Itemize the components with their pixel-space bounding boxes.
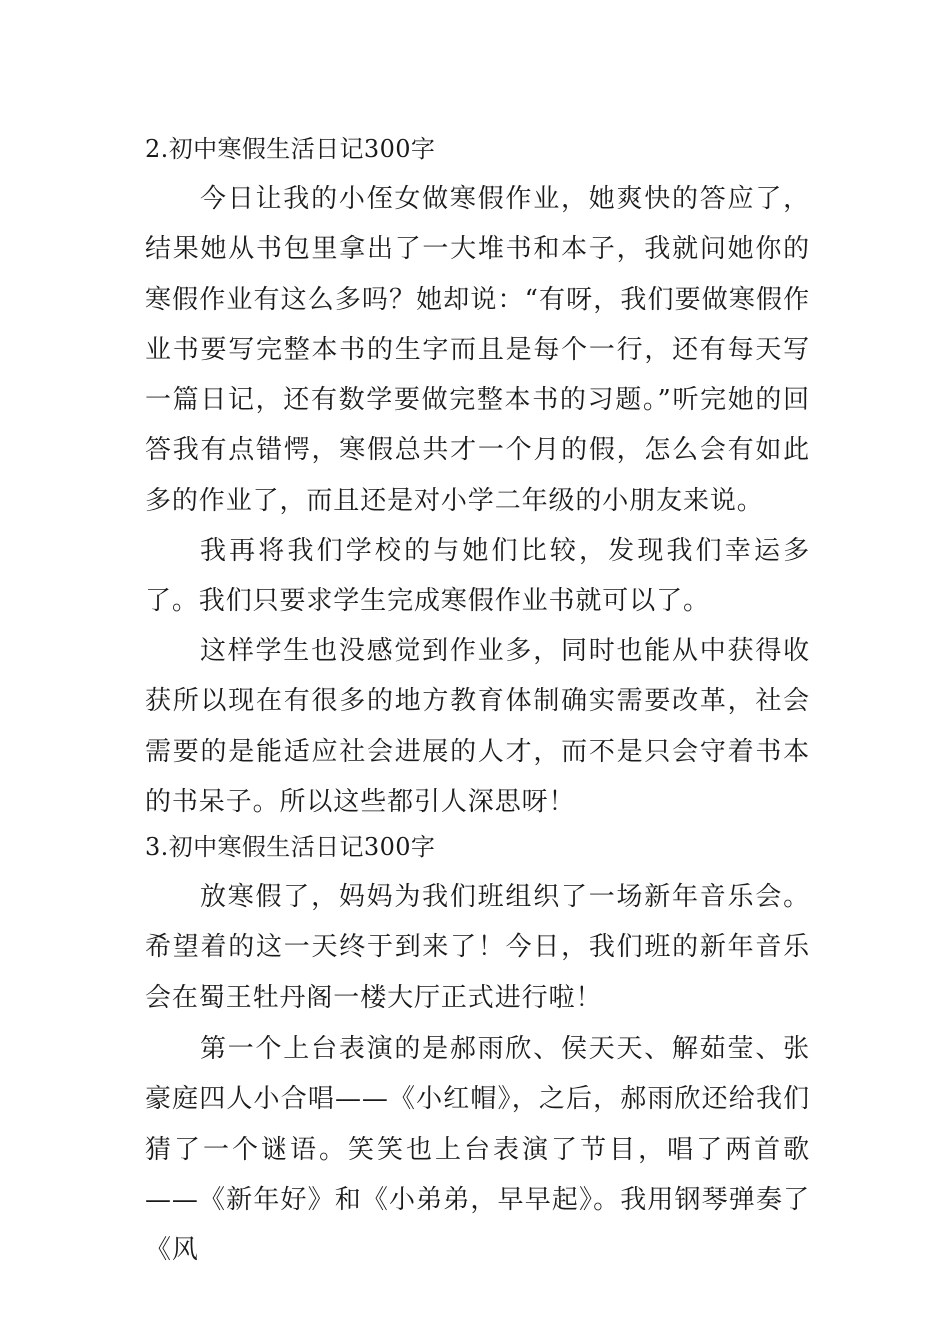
paragraph-3: 这样学生也没感觉到作业多，同时也能从中获得收获所以现在有很多的地方教育体制确实需要改革，社会需要的是能适应社会进展的人才，而不是只会守着书本的书呆子。所以这些都引人深思呀！ — [145, 636, 810, 817]
paragraph-5: 第一个上台表演的是郝雨欣、侯天天、解茹莹、张豪庭四人小合唱——《小红帽》，之后，郝雨欣还给我们猜了一个谜语。笑笑也上台表演了节目，唱了两首歌——《新年好》和《小弟弟，早早起》。我用钢琴弹奏了《风 — [145, 1034, 810, 1266]
section-heading-2: 2.初中寒假生活日记300字 — [145, 135, 436, 163]
paragraph-4: 放寒假了，妈妈为我们班组织了一场新年音乐会。希望着的这一天终于到来了！今日，我们班的新年音乐会在蜀王牡丹阁一楼大厅正式进行啦！ — [145, 882, 810, 1013]
section-heading-3: 3.初中寒假生活日记300字 — [145, 833, 436, 861]
paragraph-1: 今日让我的小侄女做寒假作业，她爽快的答应了，结果她从书包里拿出了一大堆书和本子，我就问她你的寒假作业有这么多吗？她却说：“有呀，我们要做寒假作业书要写完整本书的生字而且是每个一行，还有每天写一篇日记，还有数学要做完整本书的习题。”听完她的回答我有点错愕，寒假总共才一个月的假，怎么会有如此多的作业了，而且还是对小学二年级的小朋友来说。 — [145, 184, 810, 516]
paragraph-2: 我再将我们学校的与她们比较，发现我们幸运多了。我们只要求学生完成寒假作业书就可以了。 — [145, 536, 810, 617]
